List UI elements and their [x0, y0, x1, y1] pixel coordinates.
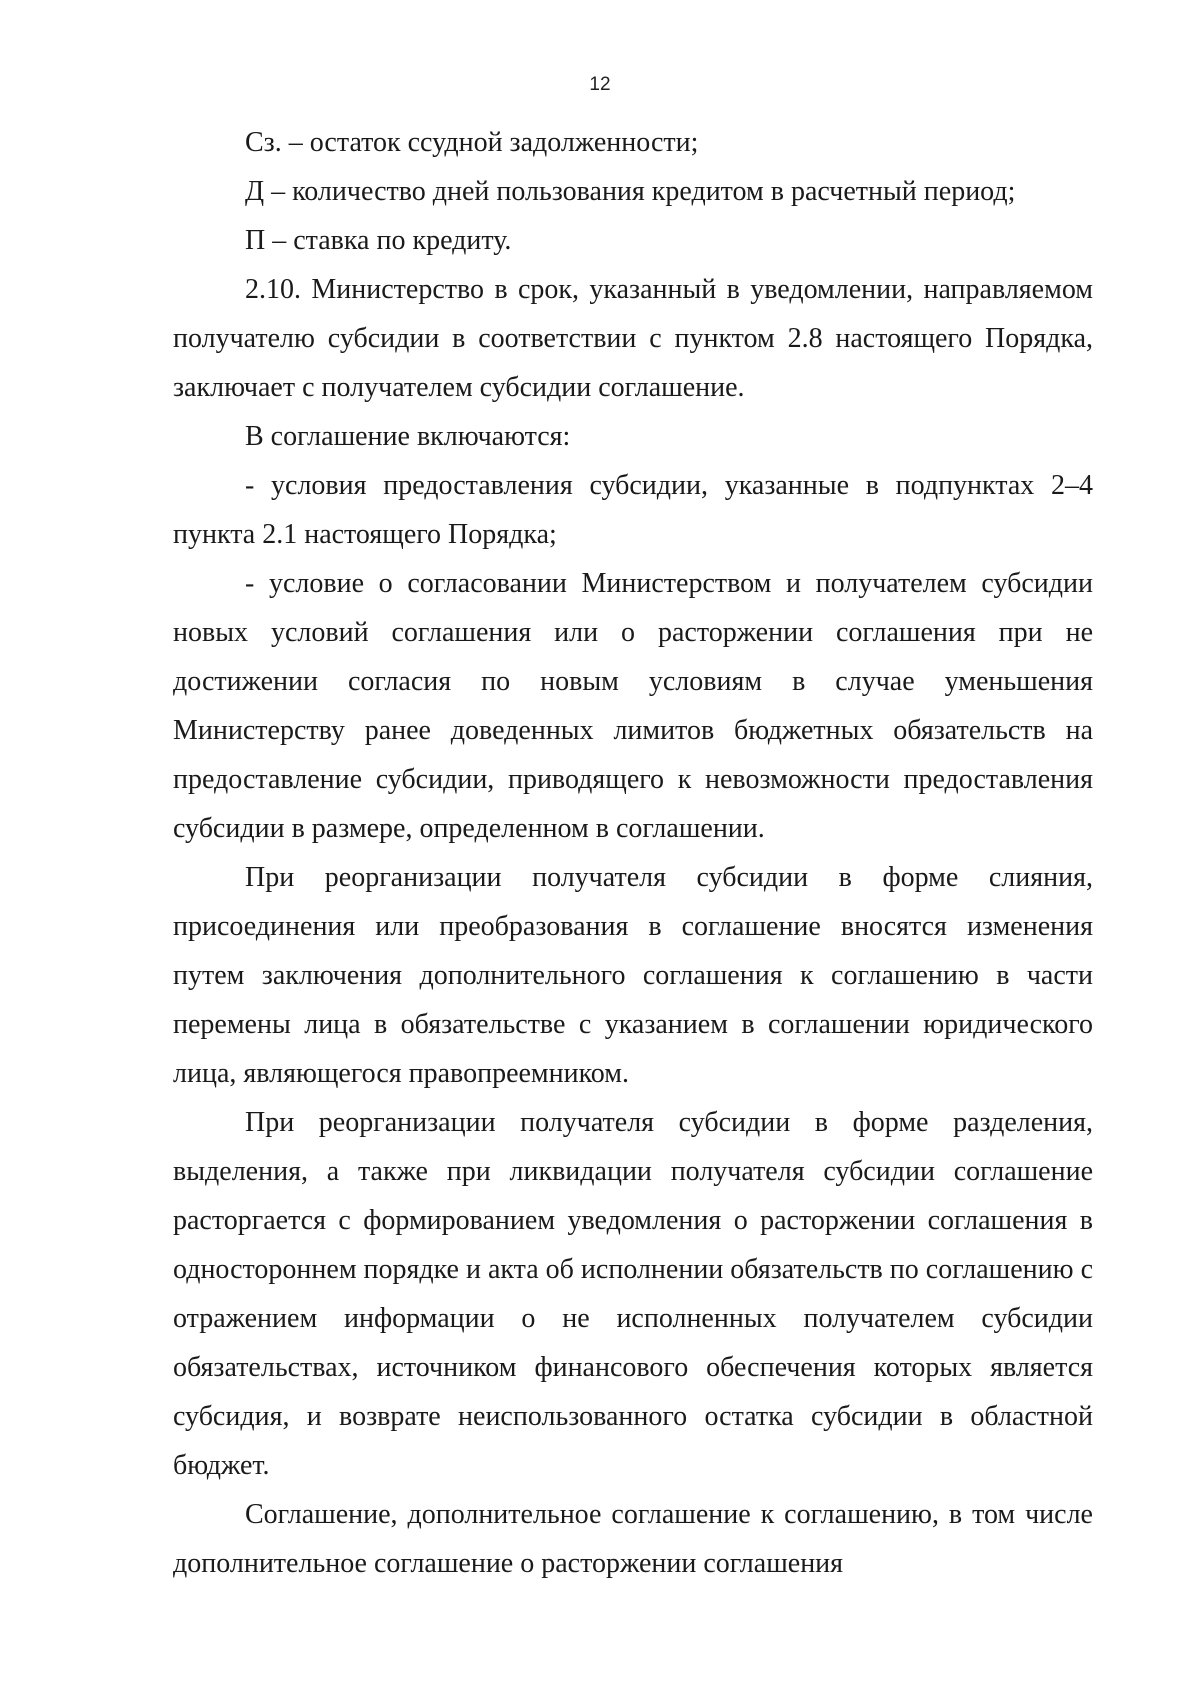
paragraph-reorganization-merger: При реорганизации получателя субсидии в форме слияния, присоединения или преобразования в соглашение вносятся изменения путем заключения дополнительного соглашения к соглашению в части перемены лица в обязательстве с указанием в соглашении юридического лица, являющегося правопреемником. — [173, 862, 1093, 1089]
list-item-conditions: - условия предоставления субсидии, указанные в подпунктах 2–4 пункта 2.1 настоящего Порядка; — [173, 470, 1093, 550]
paragraph-reorganization-division: При реорганизации получателя субсидии в форме разделения, выделения, а также при ликвидации получателя субсидии соглашение расторгается с формированием уведомления о расторжении соглашения в одностороннем порядке и акта об исполнении обязательств по соглашению с отражением информации о не исполненных получателем субсидии обязательствах, источником финансового обеспечения которых является субсидия, и возврате неиспользованного остатка субсидии в областной бюджет. — [173, 1107, 1093, 1481]
paragraph-agreement-includes: В соглашение включаются: — [245, 421, 571, 452]
paragraph-definition-p: П – ставка по кредиту. — [245, 225, 512, 256]
paragraph-definition-sz: Сз. – остаток ссудной задолженности; — [245, 127, 699, 158]
page-number: 12 — [589, 74, 611, 95]
document-body — [173, 118, 1093, 1588]
list-item-approval-condition: - условие о согласовании Министерством и получателем субсидии новых условий соглашения или о расторжении соглашения при не достижении согласия по новым условиям в случае уменьшения Министерству ранее доведенных лимитов бюджетных обязательств на предоставление субсидии, приводящего к невозможности предоставления субсидии в размере, определенном в соглашении. — [173, 568, 1093, 844]
paragraph-clause-2-10: 2.10. Министерство в срок, указанный в уведомлении, направляемом получателю субсидии в соответствии с пунктом 2.8 настоящего Порядка, заключает с получателем субсидии соглашение. — [173, 274, 1093, 403]
paragraph-agreement-amendment: Соглашение, дополнительное соглашение к соглашению, в том числе дополнительное соглашение о расторжении соглашения — [173, 1499, 1093, 1579]
paragraph-definition-d: Д – количество дней пользования кредитом в расчетный период; — [245, 176, 1016, 207]
